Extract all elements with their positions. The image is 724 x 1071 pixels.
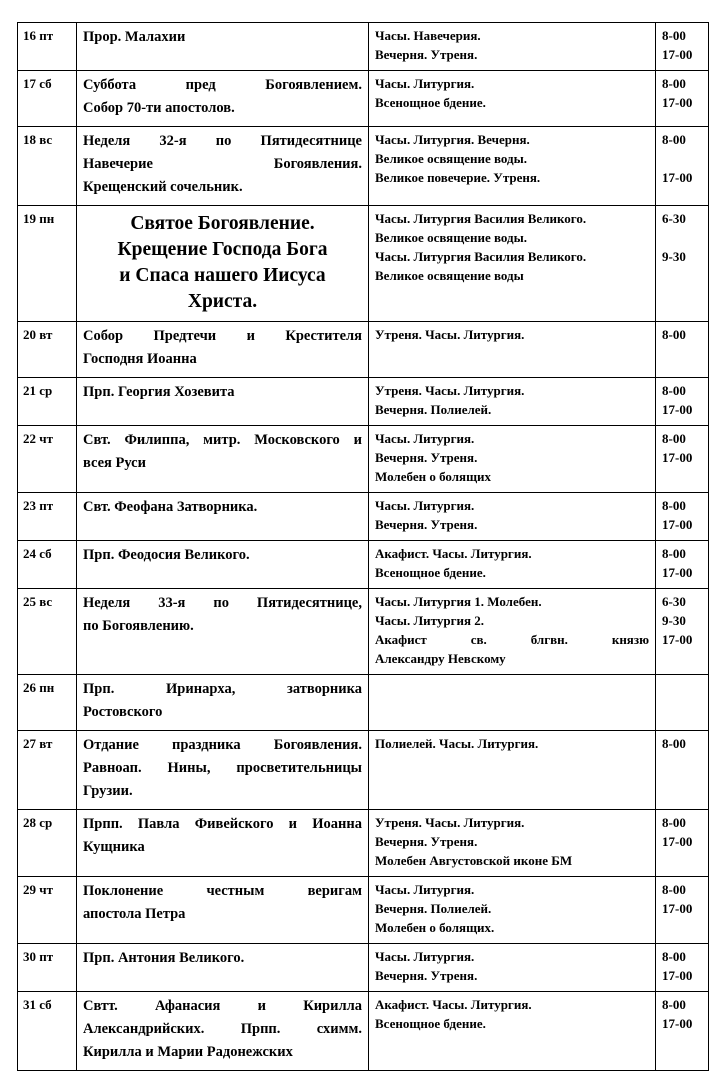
feast-line: Свт. Филиппа, митр. Московского и xyxy=(83,432,362,448)
feast-line: Крещение Господа Бога xyxy=(117,239,328,260)
feast-line: Прп. Георгия Хозевита xyxy=(83,384,235,400)
feast-cell xyxy=(77,675,369,731)
date-cell: 25 вс xyxy=(18,589,77,675)
feast-line: Александрийских. Прпп. схимм. xyxy=(83,1021,362,1037)
date-cell: 26 пн xyxy=(18,675,77,731)
date-cell: 24 сб xyxy=(18,541,77,589)
feast-line: Святое Богоявление. xyxy=(130,213,315,234)
table-row xyxy=(18,877,709,944)
services-cell xyxy=(369,206,656,322)
time-line: 6-30 xyxy=(662,211,686,226)
times-cell xyxy=(656,23,709,71)
service-line: Вечерня. Утреня. xyxy=(375,47,478,62)
service-line: Часы. Литургия. xyxy=(375,498,475,513)
service-line: Молебен о болящих. xyxy=(375,920,495,935)
services-cell xyxy=(369,541,656,589)
feast-line: всея Руси xyxy=(83,455,146,471)
feast-cell xyxy=(77,71,369,127)
time-line: 17-00 xyxy=(662,632,693,647)
time-line: 17-00 xyxy=(662,47,693,62)
table-row xyxy=(18,71,709,127)
date-cell: 28 ср xyxy=(18,810,77,877)
table-row xyxy=(18,426,709,493)
feast-line: Прор. Малахии xyxy=(83,29,186,45)
services-cell xyxy=(369,589,656,675)
times-cell xyxy=(656,731,709,810)
feast-cell xyxy=(77,944,369,992)
table-row xyxy=(18,23,709,71)
table-row xyxy=(18,493,709,541)
time-line: 8-00 xyxy=(662,882,686,897)
date-cell: 23 пт xyxy=(18,493,77,541)
feast-line: Суббота пред Богоявлением. xyxy=(83,77,362,93)
feast-cell xyxy=(77,426,369,493)
date-cell: 27 вт xyxy=(18,731,77,810)
time-line: 8-00 xyxy=(662,132,686,147)
table-row xyxy=(18,810,709,877)
service-line: Часы. Литургия. xyxy=(375,431,475,446)
times-cell xyxy=(656,378,709,426)
feast-cell xyxy=(77,810,369,877)
times-cell xyxy=(656,810,709,877)
feast-cell xyxy=(77,493,369,541)
service-schedule-table xyxy=(17,22,709,1071)
feast-line: Свтт. Афанасия и Кирилла xyxy=(83,998,362,1014)
time-line xyxy=(662,149,702,168)
service-line: Акафист. Часы. Литургия. xyxy=(375,997,532,1012)
service-line: Акафист св. блгвн. князю xyxy=(375,632,649,647)
times-cell xyxy=(656,541,709,589)
services-cell xyxy=(369,731,656,810)
service-line: Часы. Навечерия. xyxy=(375,28,481,43)
times-cell xyxy=(656,589,709,675)
service-line: Утреня. Часы. Литургия. xyxy=(375,327,525,342)
feast-line: Прп. Иринарха, затворника xyxy=(83,681,362,697)
time-line: 6-30 xyxy=(662,594,686,609)
feast-line: Прп. Феодосия Великого. xyxy=(83,547,250,563)
service-line: Всенощное бдение. xyxy=(375,95,486,110)
service-line: Часы. Литургия 1. Молебен. xyxy=(375,594,542,609)
services-cell xyxy=(369,127,656,206)
service-line: Вечерня. Утреня. xyxy=(375,517,478,532)
services-cell xyxy=(369,378,656,426)
date-cell: 18 вс xyxy=(18,127,77,206)
feast-line: Господня Иоанна xyxy=(83,351,197,367)
feast-line: Навечерие Богоявления. xyxy=(83,156,362,172)
service-line: Часы. Литургия. xyxy=(375,882,475,897)
times-cell xyxy=(656,493,709,541)
table-row xyxy=(18,378,709,426)
service-line: Часы. Литургия. Вечерня. xyxy=(375,132,530,147)
table-row xyxy=(18,206,709,322)
feast-line: Христа. xyxy=(187,291,258,312)
feast-line: по Богоявлению. xyxy=(83,618,194,634)
feast-cell xyxy=(77,378,369,426)
feast-cell xyxy=(77,322,369,378)
table-row xyxy=(18,589,709,675)
feast-line: Ростовского xyxy=(83,704,163,720)
time-line: 17-00 xyxy=(662,1016,693,1031)
feast-line: Кущника xyxy=(83,839,145,855)
feast-line: и Спаса нашего Иисуса xyxy=(119,265,326,286)
time-line: 17-00 xyxy=(662,517,693,532)
service-line: Утреня. Часы. Литургия. xyxy=(375,815,525,830)
time-line: 8-00 xyxy=(662,949,686,964)
feast-cell xyxy=(77,589,369,675)
time-line: 8-00 xyxy=(662,736,686,751)
times-cell xyxy=(656,992,709,1071)
time-line: 8-00 xyxy=(662,383,686,398)
time-line: 8-00 xyxy=(662,997,686,1012)
service-line: Молебен Августовской иконе БМ xyxy=(375,853,573,868)
table-row xyxy=(18,322,709,378)
time-line: 8-00 xyxy=(662,815,686,830)
time-line: 9-30 xyxy=(662,249,686,264)
service-line: Всенощное бдение. xyxy=(375,1016,486,1031)
date-cell: 19 пн xyxy=(18,206,77,322)
times-cell xyxy=(656,322,709,378)
service-line: Вечерня. Утреня. xyxy=(375,834,478,849)
feast-cell xyxy=(77,877,369,944)
services-cell xyxy=(369,810,656,877)
feast-line: Собор 70-ти апостолов. xyxy=(83,100,235,116)
date-cell: 31 сб xyxy=(18,992,77,1071)
time-line: 8-00 xyxy=(662,498,686,513)
date-cell: 21 ср xyxy=(18,378,77,426)
services-cell xyxy=(369,71,656,127)
feast-line: Отдание праздника Богоявления. xyxy=(83,737,362,753)
feast-line: Прпп. Павла Фивейского и Иоанна xyxy=(83,816,362,832)
table-row xyxy=(18,675,709,731)
date-cell: 30 пт xyxy=(18,944,77,992)
service-line: Акафист. Часы. Литургия. xyxy=(375,546,532,561)
feast-line: Поклонение честным веригам xyxy=(83,883,362,899)
service-line: Вечерня. Утреня. xyxy=(375,450,478,465)
services-cell xyxy=(369,493,656,541)
service-line: Александру Невскому xyxy=(375,651,506,666)
time-line: 17-00 xyxy=(662,565,693,580)
times-cell xyxy=(656,127,709,206)
feast-line: Свт. Феофана Затворника. xyxy=(83,499,258,515)
time-line: 17-00 xyxy=(662,95,693,110)
services-cell xyxy=(369,992,656,1071)
time-line: 17-00 xyxy=(662,834,693,849)
service-line: Великое освящение воды. xyxy=(375,151,527,166)
services-cell xyxy=(369,944,656,992)
service-line: Утреня. Часы. Литургия. xyxy=(375,383,525,398)
feast-line: Грузии. xyxy=(83,783,133,799)
feast-line: Собор Предтечи и Крестителя xyxy=(83,328,362,344)
feast-cell xyxy=(77,992,369,1071)
services-cell xyxy=(369,426,656,493)
time-line: 8-00 xyxy=(662,431,686,446)
table-row xyxy=(18,944,709,992)
service-line: Полиелей. Часы. Литургия. xyxy=(375,736,539,751)
service-line: Вечерня. Полиелей. xyxy=(375,402,492,417)
table-row xyxy=(18,992,709,1071)
time-line: 17-00 xyxy=(662,402,693,417)
services-cell xyxy=(369,322,656,378)
time-line: 8-00 xyxy=(662,76,686,91)
time-line: 17-00 xyxy=(662,901,693,916)
feast-line: Равноап. Нины, просветительницы xyxy=(83,760,362,776)
time-line: 9-30 xyxy=(662,613,686,628)
service-line: Всенощное бдение. xyxy=(375,565,486,580)
service-line: Часы. Литургия Василия Великого. xyxy=(375,249,587,264)
feast-line: Неделя 32-я по Пятидесятнице xyxy=(83,133,362,149)
times-cell xyxy=(656,206,709,322)
date-cell: 17 сб xyxy=(18,71,77,127)
feast-cell xyxy=(77,541,369,589)
date-cell: 29 чт xyxy=(18,877,77,944)
time-line xyxy=(662,228,702,247)
feast-cell xyxy=(77,731,369,810)
times-cell xyxy=(656,71,709,127)
service-line: Вечерня. Утреня. xyxy=(375,968,478,983)
feast-line: Крещенский сочельник. xyxy=(83,179,243,195)
feast-line: Неделя 33-я по Пятидесятнице, xyxy=(83,595,362,611)
table-row xyxy=(18,127,709,206)
time-line: 8-00 xyxy=(662,327,686,342)
service-line: Часы. Литургия 2. xyxy=(375,613,485,628)
time-line: 17-00 xyxy=(662,450,693,465)
feast-cell xyxy=(77,206,369,322)
date-cell: 20 вт xyxy=(18,322,77,378)
services-cell xyxy=(369,675,656,731)
service-line: Часы. Литургия. xyxy=(375,76,475,91)
time-line: 8-00 xyxy=(662,28,686,43)
times-cell xyxy=(656,675,709,731)
feast-line: Кирилла и Марии Радонежских xyxy=(83,1044,293,1060)
feast-line: апостола Петра xyxy=(83,906,186,922)
feast-cell xyxy=(77,23,369,71)
times-cell xyxy=(656,426,709,493)
table-row xyxy=(18,731,709,810)
schedule-table-body xyxy=(18,23,709,1071)
feast-line: Прп. Антония Великого. xyxy=(83,950,245,966)
feast-cell xyxy=(77,127,369,206)
date-cell: 16 пт xyxy=(18,23,77,71)
table-row xyxy=(18,541,709,589)
times-cell xyxy=(656,877,709,944)
service-line: Часы. Литургия. xyxy=(375,949,475,964)
service-line: Великое повечерие. Утреня. xyxy=(375,170,541,185)
date-cell: 22 чт xyxy=(18,426,77,493)
times-cell xyxy=(656,944,709,992)
service-line: Великое освящение воды xyxy=(375,268,524,283)
service-line: Вечерня. Полиелей. xyxy=(375,901,492,916)
service-line: Великое освящение воды. xyxy=(375,230,527,245)
time-line: 17-00 xyxy=(662,170,693,185)
time-line: 8-00 xyxy=(662,546,686,561)
service-line: Часы. Литургия Василия Великого. xyxy=(375,211,587,226)
services-cell xyxy=(369,877,656,944)
service-line: Молебен о болящих xyxy=(375,469,492,484)
time-line: 17-00 xyxy=(662,968,693,983)
services-cell xyxy=(369,23,656,71)
